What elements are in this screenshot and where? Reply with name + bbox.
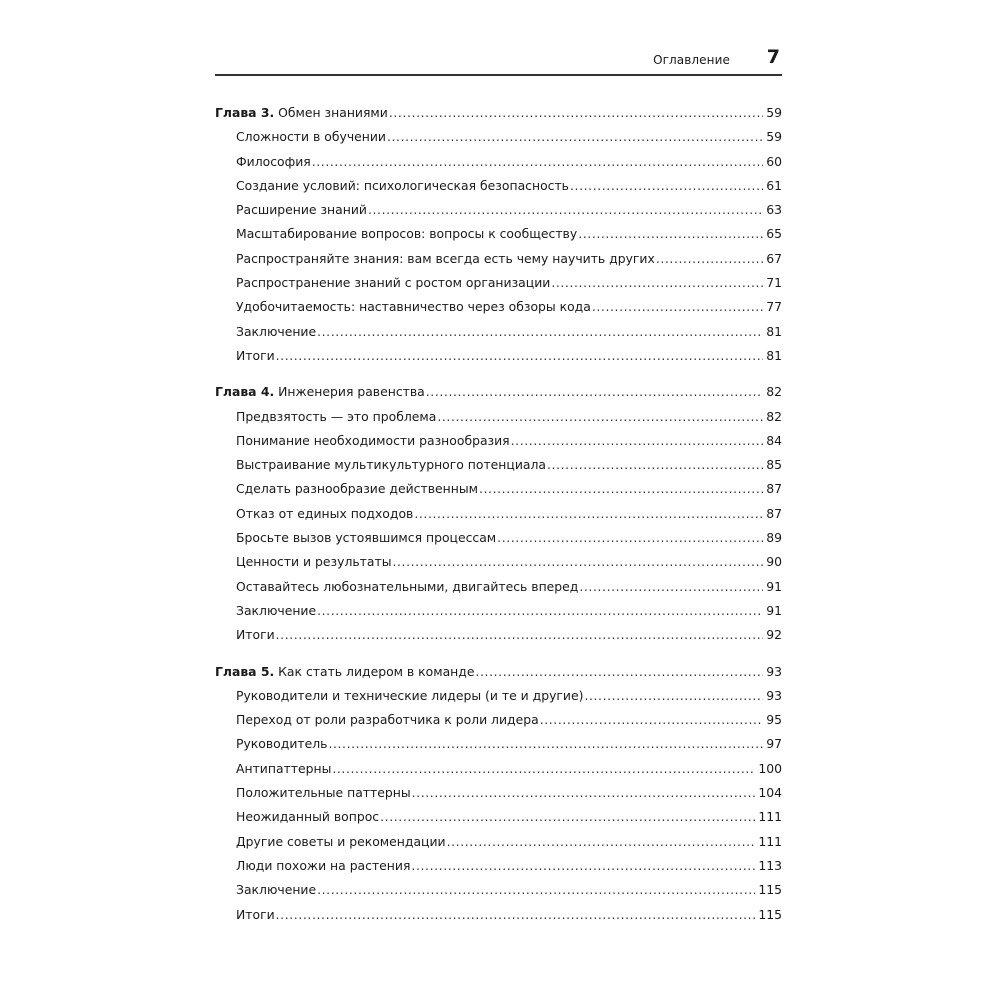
dot-leader <box>328 732 763 756</box>
section-title: Философия <box>236 153 311 169</box>
section-title: Бросьте вызов устоявшимся процессам <box>236 530 497 546</box>
section-title: Заключение <box>236 882 317 898</box>
toc-section-entry[interactable] <box>215 247 782 271</box>
dot-leader <box>570 174 763 198</box>
section-page: 111 <box>758 833 782 849</box>
toc-chapter-entry[interactable] <box>215 101 782 125</box>
toc-section-entry[interactable] <box>215 502 782 526</box>
toc-section-entry[interactable] <box>215 854 782 878</box>
toc-chapter-label <box>215 101 388 125</box>
section-title: Люди похожи на растения <box>236 857 411 873</box>
toc-section-entry[interactable] <box>215 526 782 550</box>
running-header <box>215 46 782 76</box>
section-page: 89 <box>766 530 782 546</box>
section-title: Заключение <box>236 602 317 618</box>
chapter-title: Инженерия равенства <box>278 384 425 400</box>
toc-section-entry[interactable] <box>215 732 782 756</box>
toc-section-entry[interactable] <box>215 150 782 174</box>
section-page: 91 <box>766 602 782 618</box>
section-title: Понимание необходимости разнообразия <box>236 432 510 448</box>
table-of-contents <box>215 101 782 939</box>
toc-section-entry[interactable] <box>215 757 782 781</box>
section-title: Заключение <box>236 323 317 339</box>
dot-leader <box>497 526 763 550</box>
section-page: 87 <box>766 505 782 521</box>
dot-leader <box>475 660 763 684</box>
section-title: Сложности в обучении <box>236 129 386 145</box>
toc-section-entry[interactable] <box>215 805 782 829</box>
section-page: 111 <box>758 809 782 825</box>
dot-leader <box>547 453 763 477</box>
dot-leader <box>447 830 756 854</box>
chapter-page: 59 <box>766 105 782 120</box>
section-title: Руководители и технические лидеры (и те и другие) <box>236 687 584 703</box>
section-page: 61 <box>766 177 782 193</box>
section-title: Ценности и результаты <box>236 554 392 570</box>
dot-leader <box>380 805 755 829</box>
section-page: 87 <box>766 481 782 497</box>
section-page: 71 <box>766 275 782 291</box>
section-page: 113 <box>758 857 782 873</box>
toc-section-entry[interactable] <box>215 320 782 344</box>
dot-leader <box>592 295 763 319</box>
section-page: 84 <box>766 432 782 448</box>
dot-leader <box>414 502 763 526</box>
dot-leader <box>426 380 763 404</box>
dot-leader <box>312 150 764 174</box>
dot-leader <box>511 429 764 453</box>
dot-leader <box>551 271 763 295</box>
chapter-number: Глава 5. <box>215 663 275 679</box>
dot-leader <box>317 878 755 902</box>
toc-section-entry[interactable] <box>215 830 782 854</box>
section-page: 100 <box>758 760 782 776</box>
dot-leader <box>317 320 763 344</box>
section-title: Расширение знаний <box>236 202 367 218</box>
section-page: 91 <box>766 578 782 594</box>
section-page: 81 <box>766 347 782 363</box>
section-title: Выстраивание мультикультурного потенциала <box>236 457 546 473</box>
toc-chapter-entry[interactable] <box>215 660 782 684</box>
toc-section-entry[interactable] <box>215 405 782 429</box>
toc-section-entry[interactable] <box>215 575 782 599</box>
page-number: 7 <box>766 46 780 68</box>
dot-leader <box>412 781 756 805</box>
toc-section-entry[interactable] <box>215 550 782 574</box>
section-title: Сделать разнообразие действенным <box>236 481 478 497</box>
section-title: Итоги <box>236 906 275 922</box>
running-header-title: Оглавление <box>653 53 730 67</box>
toc-section-entry[interactable] <box>215 271 782 295</box>
section-page: 63 <box>766 202 782 218</box>
section-title: Создание условий: психологическая безопасность <box>236 177 569 193</box>
section-title: Итоги <box>236 347 275 363</box>
section-title: Масштабирование вопросов: вопросы к сообществу <box>236 226 578 242</box>
dot-leader <box>479 477 763 501</box>
chapter-title: Как стать лидером в команде <box>278 663 475 679</box>
toc-section-entry[interactable] <box>215 477 782 501</box>
dot-leader <box>276 623 764 647</box>
section-title: Предвзятость — это проблема <box>236 408 437 424</box>
toc-section-entry[interactable] <box>215 623 782 647</box>
dot-leader <box>584 684 763 708</box>
toc-section-entry[interactable] <box>215 174 782 198</box>
dot-leader <box>276 903 756 927</box>
dot-leader <box>437 405 763 429</box>
section-page: 85 <box>766 457 782 473</box>
toc-section-entry[interactable] <box>215 453 782 477</box>
section-page: 60 <box>766 153 782 169</box>
section-page: 115 <box>758 882 782 898</box>
toc-section-entry[interactable] <box>215 344 782 368</box>
section-title: Переход от роли разработчика к роли лидера <box>236 712 539 728</box>
section-title: Неожиданный вопрос <box>236 809 380 825</box>
toc-section-entry[interactable] <box>215 684 782 708</box>
section-title: Распространяйте знания: вам всегда есть чему научить других <box>236 250 655 266</box>
chapter-page: 82 <box>766 384 782 400</box>
section-title: Антипаттерны <box>236 760 332 776</box>
section-page: 77 <box>766 299 782 315</box>
chapter-title: Обмен знаниями <box>278 105 388 120</box>
section-page: 81 <box>766 323 782 339</box>
section-page: 93 <box>766 687 782 703</box>
toc-section-entry[interactable] <box>215 708 782 732</box>
dot-leader <box>392 550 763 574</box>
toc-chapter-label <box>215 380 425 404</box>
dot-leader <box>389 101 763 125</box>
dot-leader <box>332 757 755 781</box>
section-page: 65 <box>766 226 782 242</box>
section-title: Положительные паттерны <box>236 785 411 801</box>
section-page: 59 <box>766 129 782 145</box>
chapter-number: Глава 3. <box>215 105 275 120</box>
section-title: Оставайтесь любознательными, двигайтесь вперед <box>236 578 579 594</box>
section-title: Отказ от единых подходов <box>236 505 414 521</box>
chapter-block <box>215 380 782 647</box>
section-page: 95 <box>766 712 782 728</box>
section-page: 90 <box>766 554 782 570</box>
dot-leader <box>656 247 763 271</box>
toc-chapter-label <box>215 660 474 684</box>
dot-leader <box>368 198 763 222</box>
section-page: 92 <box>766 627 782 643</box>
chapter-block <box>215 101 782 368</box>
dot-leader <box>317 599 763 623</box>
toc-section-entry[interactable] <box>215 222 782 246</box>
dot-leader <box>411 854 755 878</box>
dot-leader <box>540 708 764 732</box>
chapter-block <box>215 660 782 927</box>
section-title: Итоги <box>236 627 275 643</box>
section-page: 82 <box>766 408 782 424</box>
dot-leader <box>578 222 763 246</box>
toc-section-entry[interactable] <box>215 198 782 222</box>
section-page: 104 <box>758 785 782 801</box>
dot-leader <box>276 344 764 368</box>
chapter-page: 93 <box>766 663 782 679</box>
section-title: Распространение знаний с ростом организации <box>236 275 551 291</box>
toc-section-entry[interactable] <box>215 878 782 902</box>
section-page: 97 <box>766 736 782 752</box>
section-page: 115 <box>758 906 782 922</box>
dot-leader <box>579 575 763 599</box>
chapter-number: Глава 4. <box>215 384 275 400</box>
toc-chapter-entry[interactable] <box>215 380 782 404</box>
section-page: 67 <box>766 250 782 266</box>
toc-section-entry[interactable] <box>215 599 782 623</box>
toc-section-entry[interactable] <box>215 903 782 927</box>
toc-section-entry[interactable] <box>215 295 782 319</box>
toc-section-entry[interactable] <box>215 429 782 453</box>
section-title: Руководитель <box>236 736 328 752</box>
dot-leader <box>387 125 763 149</box>
toc-section-entry[interactable] <box>215 125 782 149</box>
section-title: Другие советы и рекомендации <box>236 833 446 849</box>
section-title: Удобочитаемость: наставничество через обзоры кода <box>236 299 591 315</box>
toc-section-entry[interactable] <box>215 781 782 805</box>
